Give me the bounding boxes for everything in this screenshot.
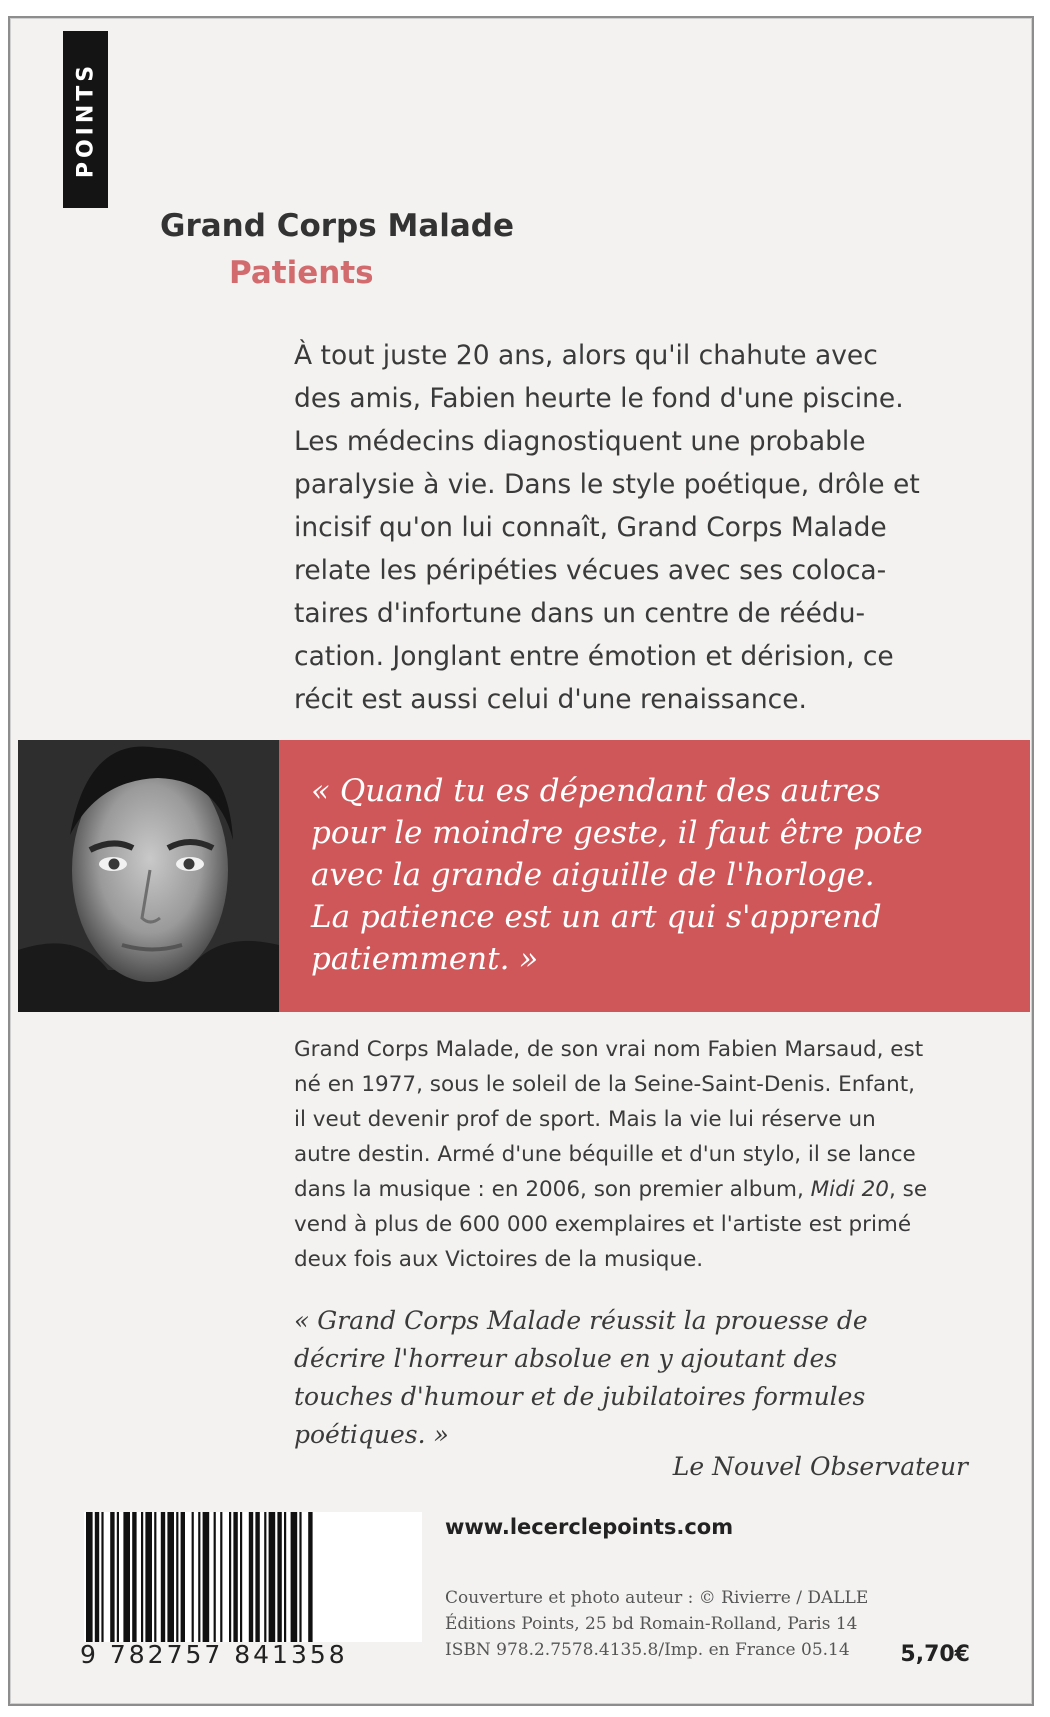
synopsis-line: paralysie à vie. Dans le style poétique, drôle et (294, 469, 920, 500)
synopsis-line: des amis, Fabien heurte le fond d'une piscine. (294, 383, 904, 414)
synopsis-line: incisif qu'on lui connaît, Grand Corps Malade (294, 512, 887, 543)
press-quote-line: « Grand Corps Malade réussit la prouesse de (294, 1306, 868, 1335)
quote-line: pour le moindre geste, il faut être pote (311, 815, 923, 851)
quote-line: avec la grande aiguille de l'horloge. (311, 857, 875, 893)
synopsis-line: À tout juste 20 ans, alors qu'il chahute avec (294, 340, 878, 371)
bio-text: dans la musique : en 2006, son premier album, (294, 1177, 811, 1202)
synopsis-line: cation. Jonglant entre émotion et dérision, ce (294, 641, 894, 672)
quote-line: La patience est un art qui s'apprend (311, 899, 882, 935)
album-title: Midi 20 (810, 1177, 889, 1202)
bio-line: autre destin. Armé d'une béquille et d'un stylo, il se lance (294, 1142, 916, 1167)
price-label: 5,70€ (900, 1642, 970, 1667)
bio-line: il veut devenir prof de sport. Mais la vie lui réserve un (294, 1107, 876, 1132)
quote-box (279, 740, 1030, 1012)
publisher-logo-text: POINTS (73, 61, 98, 178)
barcode-image (84, 1512, 422, 1642)
synopsis-line: Les médecins diagnostiquent une probable (294, 426, 866, 457)
credit-line: Couverture et photo auteur : © Rivierre / DALLE (445, 1588, 869, 1608)
credit-line: Éditions Points, 25 bd Romain-Rolland, Paris 14 (445, 1614, 858, 1634)
website-link[interactable]: www.lecerclepoints.com (445, 1515, 734, 1539)
quote-line: patiemment. » (311, 941, 539, 977)
press-quote-line: poétiques. » (294, 1420, 449, 1449)
press-source: Le Nouvel Observateur (672, 1452, 968, 1481)
synopsis-line: relate les péripéties vécues avec ses coloca- (294, 555, 887, 586)
publisher-logo (63, 31, 108, 208)
bio-line: vend à plus de 600 000 exemplaires et l'artiste est primé (294, 1212, 912, 1237)
bio-line: né en 1977, sous le soleil de la Seine-Saint-Denis. Enfant, (294, 1072, 916, 1097)
author-portrait-image (18, 740, 279, 1012)
quote-line: « Quand tu es dépendant des autres (311, 773, 881, 809)
bio-text: , se (888, 1177, 928, 1202)
publication-credits (445, 1585, 868, 1663)
press-quote (294, 1302, 868, 1454)
press-quote-line: touches d'humour et de jubilatoires formules (294, 1382, 866, 1411)
bio-line: Grand Corps Malade, de son vrai nom Fabien Marsaud, est (294, 1037, 924, 1062)
author-quote (311, 770, 923, 980)
bio-line (294, 1172, 927, 1207)
credit-line: ISBN 978.2.7578.4135.8/Imp. en France 05.14 (445, 1640, 850, 1660)
bio-line: deux fois aux Victoires de la musique. (294, 1247, 704, 1272)
author-name: Grand Corps Malade (160, 208, 515, 244)
author-portrait (18, 740, 279, 1012)
synopsis-line: taires d'infortune dans un centre de réédu- (294, 598, 866, 629)
synopsis-line: récit est aussi celui d'une renaissance. (294, 684, 807, 715)
book-title: Patients (229, 255, 374, 291)
press-quote-line: décrire l'horreur absolue en y ajoutant des (294, 1344, 838, 1373)
synopsis (294, 334, 920, 721)
quote-band (18, 740, 1030, 1012)
barcode-digits: 9 782757 841358 (80, 1640, 348, 1669)
author-biography (294, 1032, 927, 1277)
